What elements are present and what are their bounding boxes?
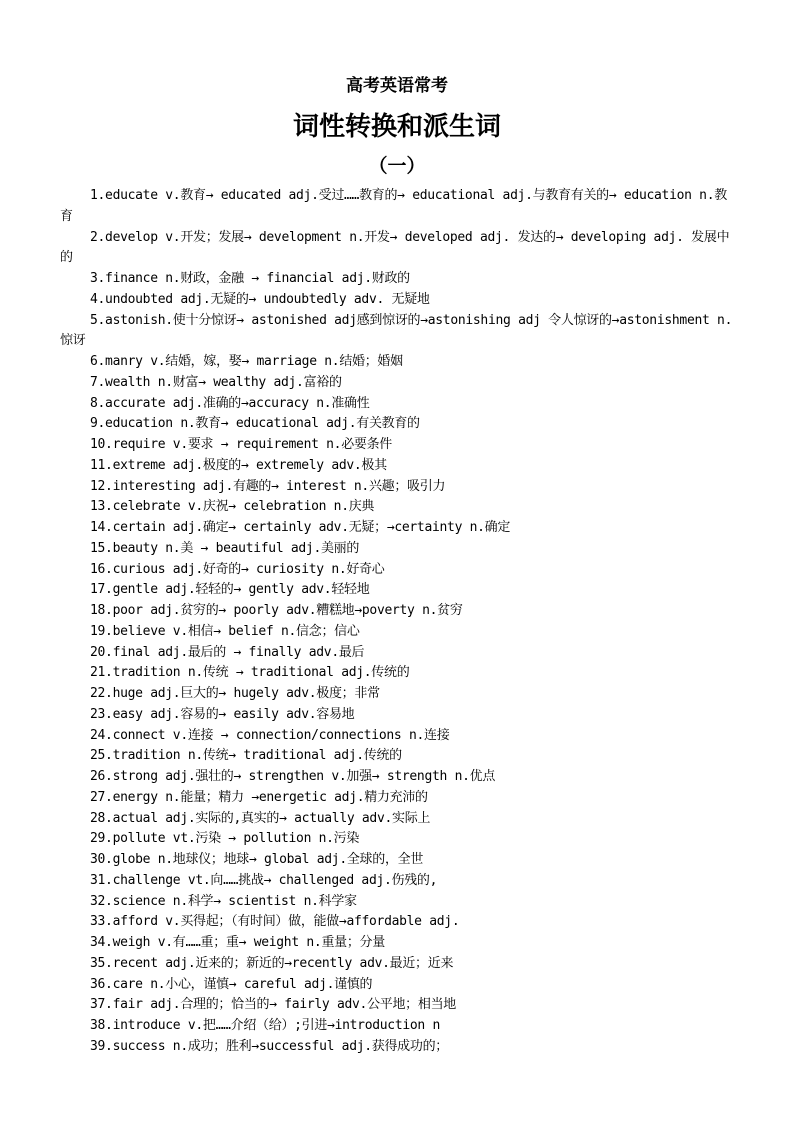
vocabulary-entry: 25.tradition n.传统→ traditional adj.传统的 (90, 748, 402, 764)
vocabulary-entry: 1.educate v.教育→ educated adj.受过……教育的→ educational adj.与教育有关的→ education n.教育 (60, 188, 727, 224)
vocabulary-entry: 27.energy n.能量；精力 →energetic adj.精力充沛的 (90, 789, 428, 805)
vocabulary-entry: 20.final adj.最后的 → finally adv.最后 (90, 644, 365, 660)
vocabulary-entry: 6.manry v.结婚，嫁，娶→ marriage n.结婚；婚姻 (90, 354, 403, 369)
vocabulary-entry: 28.actual adj.实际的,真实的→ actually adv.实际上 (90, 810, 431, 826)
vocabulary-entry: 39.success n.成功；胜利→successful adj.获得成功的； (90, 1038, 448, 1054)
vocabulary-entry: 34.weigh v.有……重；重→ weight n.重量；分量 (90, 935, 385, 950)
vocabulary-entry: 18.poor adj.贫穷的→ poorly adv.糟糕地→poverty n.贫穷 (90, 603, 463, 618)
vocabulary-entry: 26.strong adj.强壮的→ strengthen v.加强→ strength n.优点 (90, 769, 496, 784)
vocabulary-entry: 5.astonish.使十分惊讶→ astonished adj感到惊讶的→astonishing adj 令人惊讶的→astonishment n. 惊讶 (60, 312, 733, 349)
vocabulary-entry: 12.interesting adj.有趣的→ interest n.兴趣；吸引力 (90, 478, 446, 494)
vocabulary-entry: 4.undoubted adj.无疑的→ undoubtedly adv. 无疑地 (90, 291, 430, 307)
vocabulary-entry: 33.afford v.买得起；（有时间）做，能做→affordable adj. (90, 914, 460, 930)
vocabulary-entry: 2.develop v.开发；发展→ development n.开发→ developed adj. 发达的→ developing adj. 发展中的 (60, 229, 730, 266)
vocabulary-entry: 37.fair adj.合理的；恰当的→ fairly adv.公平地；相当地 (90, 997, 456, 1013)
vocabulary-entry: 9.education n.教育→ educational adj.有关教育的 (90, 416, 420, 432)
vocabulary-entry: 13.celebrate v.庆祝→ celebration n.庆典 (90, 499, 375, 515)
vocabulary-entry: 11.extreme adj.极度的→ extremely adv.极其 (90, 457, 387, 473)
vocabulary-entry: 24.connect v.连接 → connection/connections n.连接 (90, 727, 450, 743)
vocabulary-entry: 10.require v.要求 → requirement n.必要条件 (90, 437, 393, 452)
vocabulary-entry: 21.tradition n.传统 → traditional adj.传统的 (90, 665, 410, 681)
vocabulary-entry: 38.introduce v.把……介绍（给）;引进→introduction n (90, 1018, 440, 1033)
vocabulary-entry: 31.challenge vt.向……挑战→ challenged adj.伤残的, (90, 872, 438, 888)
vocabulary-entry: 8.accurate adj.准确的→accuracy n.准确性 (90, 395, 370, 411)
vocabulary-entry: 19.believe v.相信→ belief n.信念；信心 (90, 623, 360, 639)
vocabulary-entry: 17.gentle adj.轻轻的→ gently adv.轻轻地 (90, 582, 370, 598)
vocabulary-entry: 30.globe n.地球仪；地球→ global adj.全球的，全世 (90, 852, 424, 867)
vocabulary-entry: 14.certain adj.确定→ certainly adv.无疑；→certainty n.确定 (90, 520, 511, 535)
vocabulary-entry: 16.curious adj.好奇的→ curiosity n.好奇心 (90, 561, 385, 577)
vocabulary-entry: 29.pollute vt.污染 → pollution n.污染 (90, 831, 360, 847)
vocabulary-entry: 7.wealth n.财富→ wealthy adj.富裕的 (90, 374, 342, 390)
vocabulary-entry: 36.care n.小心，谨慎→ careful adj.谨慎的 (90, 976, 373, 992)
vocabulary-entry: 3.finance n.财政，金融 → financial adj.财政的 (90, 271, 410, 286)
vocabulary-entry: 32.science n.科学→ scientist n.科学家 (90, 893, 357, 909)
vocabulary-entry: 35.recent adj.近来的；新近的→recently adv.最近；近来 (90, 955, 454, 971)
document-subtitle: 高考英语常考 (346, 76, 448, 96)
vocabulary-list (60, 186, 736, 1058)
vocabulary-entry: 22.huge adj.巨大的→ hugely adv.极度；非常 (90, 686, 380, 701)
vocabulary-entry: 15.beauty n.美 → beautiful adj.美丽的 (90, 540, 360, 556)
document-title: 词性转换和派生词 (292, 112, 501, 142)
section-number: （一） (368, 155, 426, 177)
vocabulary-entry: 23.easy adj.容易的→ easily adv.容易地 (90, 706, 355, 722)
